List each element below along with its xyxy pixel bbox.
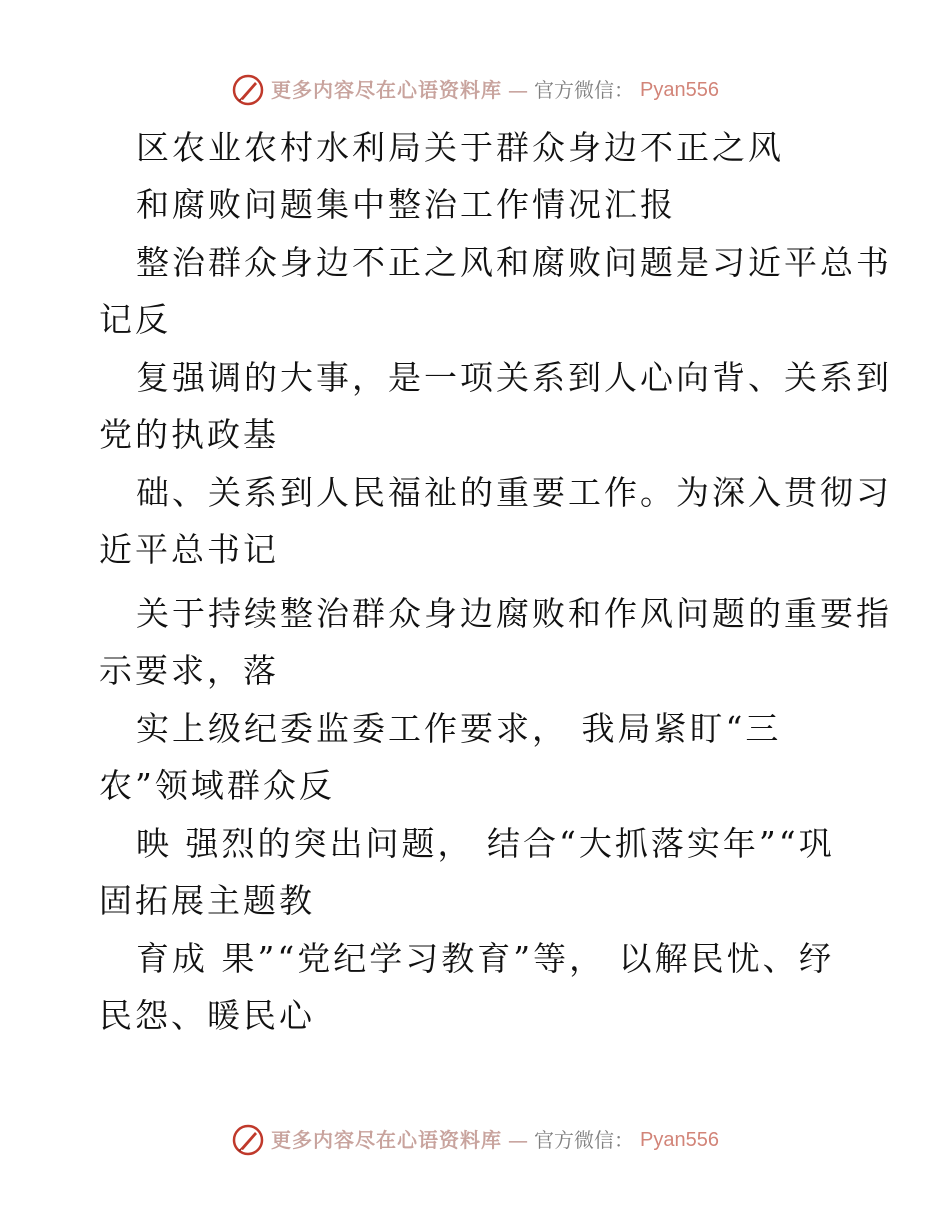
header-watermark: [0, 70, 950, 110]
quill-logo-icon: [231, 1123, 265, 1157]
body-line: 近平总书记: [99, 530, 279, 569]
watermark-site-text: 更多内容尽在心语资料库: [271, 78, 503, 102]
body-line: 关于持续整治群众身边腐败和作风问题的重要指: [136, 594, 892, 633]
watermark-dash: —: [508, 78, 529, 102]
body-line: 育成 果”“党纪学习教育”等， 以解民忧、纾: [136, 939, 835, 978]
title-line-1: 区农业农村水利局关于群众身边不正之风: [136, 128, 784, 167]
body-line: 固拓展主题教: [99, 881, 315, 920]
body-line: 农”领域群众反: [99, 766, 335, 805]
watermark-wechat-label: 官方微信：: [534, 78, 635, 102]
body-line: 民怨、暖民心: [99, 996, 315, 1035]
body-line: 示要求，落: [99, 651, 279, 690]
watermark-wechat-label: 官方微信：: [534, 1128, 635, 1152]
quill-logo-icon: [231, 73, 265, 107]
watermark-wechat-id: Pyan556: [640, 1129, 719, 1151]
watermark-wechat-id: Pyan556: [640, 79, 719, 101]
watermark-dash: —: [508, 1128, 529, 1152]
body-line: 整治群众身边不正之风和腐败问题是习近平总书: [136, 243, 892, 282]
watermark-site-text: 更多内容尽在心语资料库: [271, 1128, 503, 1152]
title-line-2: 和腐败问题集中整治工作情况汇报: [136, 185, 676, 224]
body-line: 映 强烈的突出问题， 结合“大抓落实年”“巩: [136, 824, 835, 863]
body-line: 复强调的大事，是一项关系到人心向背、关系到: [136, 358, 892, 397]
body-line: 党的执政基: [99, 415, 279, 454]
body-line: 实上级纪委监委工作要求， 我局紧盯“三: [136, 709, 782, 748]
footer-watermark: [0, 1120, 950, 1160]
body-line: 础、关系到人民福祉的重要工作。为深入贯彻习: [136, 473, 892, 512]
body-line: 记反: [99, 300, 171, 339]
